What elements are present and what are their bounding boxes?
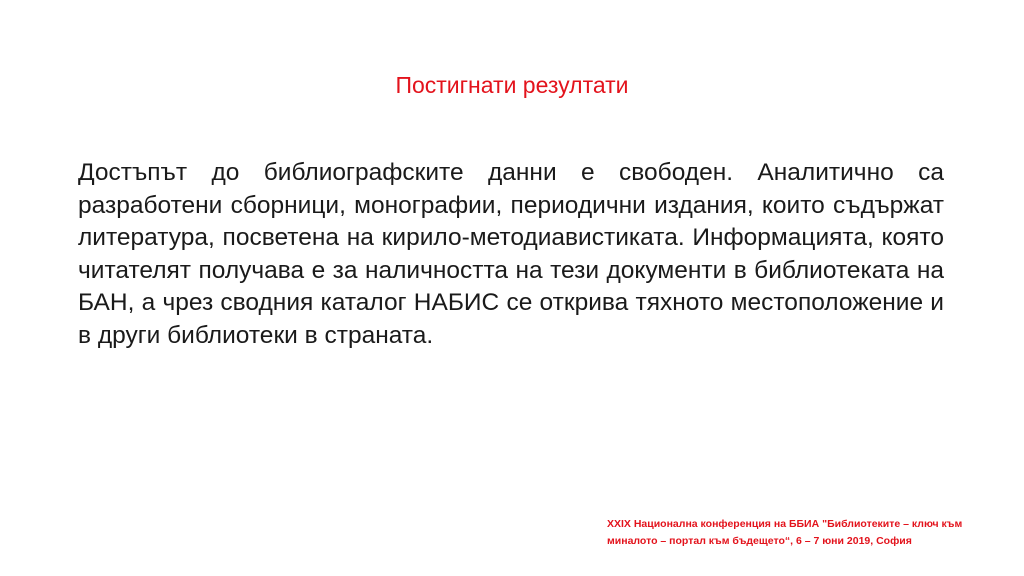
footer-line-2: миналото – портал към бъдещето“, 6 – 7 юни 2019, София [607, 535, 912, 547]
slide-title: Постигнати резултати [395, 72, 629, 98]
slide-body-text: Достъпът до библиографските данни е свободен. Аналитично са разработени сборници, монографии, периодични издания, които съдържат литература, посветена на кирило-методиавистиката. Информацията, която читателят получава е за наличността на тези документи в библиотеката на БАН, а чрез сводния каталог НАБИС се открива тяхното местоположение и в други библиотеки в страната. [78, 159, 944, 349]
conference-footer [607, 516, 987, 550]
footer-line-1: XXIX Национална конференция на ББИА "Библиотеките – ключ към [607, 518, 963, 530]
